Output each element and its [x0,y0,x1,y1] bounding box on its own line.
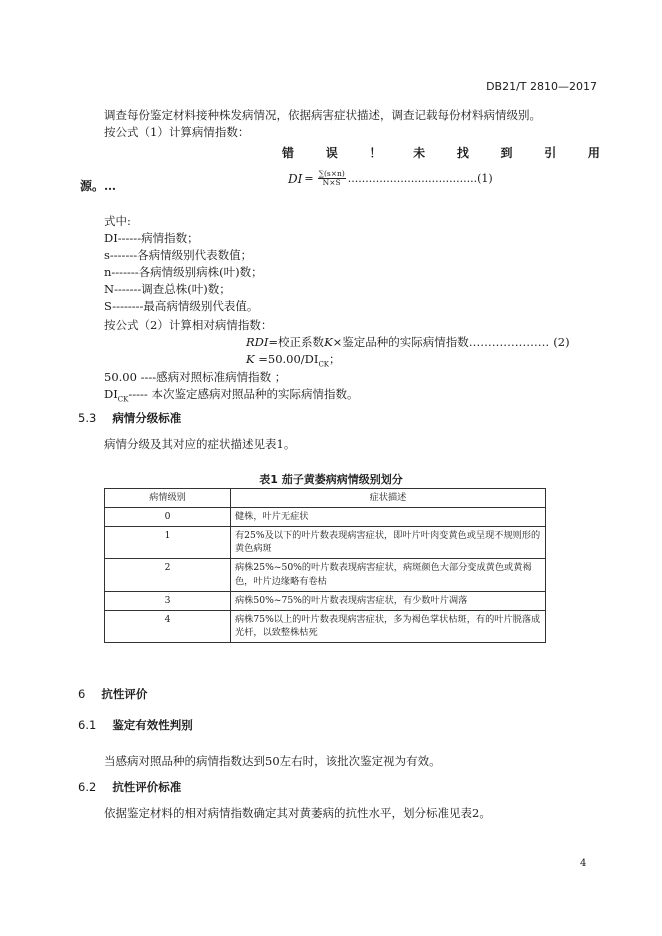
definition-subscript: CK [117,395,129,404]
section-number: 5.3 [78,411,97,425]
symptom-cell: 病株75%以上的叶片数表现病害症状，多为褐色掌状枯斑，有的叶片脱落成光杆，以致整株枯死 [231,610,546,643]
section-number: 6 [78,687,86,701]
document-code: DB21/T 2810—2017 [486,80,597,93]
table-row [105,610,546,643]
section-heading [78,410,181,426]
reference-error [282,144,600,161]
symptom-cell: 病株50%~75%的叶片数表现病害症状，有少数叶片凋落 [231,591,546,610]
symptom-cell: 有25%及以下的叶片数表现病害症状，即叶片叶肉变黄色或呈现不规则形的黄色病斑 [231,526,546,559]
section-title: 抗性评价 [101,687,148,701]
definition-item: n-------各病情级别病株(叶)数； [104,265,263,279]
section-title: 抗性评价标准 [112,780,182,794]
paragraph-table-ref: 病情分级及其对应的症状描述见表1。 [104,437,296,451]
paragraph-validity: 当感病对照品种的病情指数达到50左右时，该批次鉴定视为有效。 [104,754,441,768]
formula-1 [288,170,493,188]
formula-number: (1) [477,172,493,186]
definition-item [104,386,358,403]
definition-item: 50.00 ----感病对照标准病情指数 ； [104,370,287,384]
grade-cell: 0 [105,507,231,526]
formula-rdi: RDI [246,335,269,349]
error-char: 误 [325,146,338,160]
error-char: 用 [587,146,600,160]
definition-text: ----- 本次鉴定感病对照品种的实际病情指数。 [128,387,359,401]
grade-cell: 1 [105,526,231,559]
formula-subscript: CK [318,360,330,369]
error-char: ！ [369,146,382,160]
symptom-cell: 健株，叶片无症状 [231,507,546,526]
formula-text: ×鉴定品种的实际病情指数 [332,335,469,349]
definition-term: DI [104,387,118,401]
formula-number: (2) [553,335,570,349]
definition-item: N-------调查总株(叶)数； [104,282,231,296]
formula-numerator: ∑(s×n) [318,169,345,178]
definition-item: s-------各病情级别代表数值； [104,248,253,262]
formula-2 [246,334,570,350]
table-row [105,526,546,559]
table-title: 表1 茄子黄萎病病情级别划分 [259,473,403,486]
formula-k: K [246,352,255,366]
where-label: 式中: [104,214,131,228]
error-char: 找 [456,146,469,160]
page-number: 4 [580,858,587,869]
formula-dots: ..................................... [347,172,478,186]
section-title: 病情分级标准 [112,411,182,425]
formula-text: ； [329,352,341,366]
formula-lhs: DI [288,171,303,186]
table-row [105,507,546,526]
formula-3 [246,351,341,368]
section-number: 6.2 [78,780,97,794]
table-header: 病情级别 [105,489,231,508]
table-header: 症状描述 [231,489,546,508]
reference-error-source: 源。… [80,179,117,193]
grade-cell: 4 [105,610,231,643]
table-row [105,591,546,610]
error-char: 未 [413,146,426,160]
formula-k: K [324,335,333,349]
formula-dots: ………………… [468,335,550,349]
symptom-cell: 病株25%~50%的叶片数表现病害症状，病斑颜色大部分变成黄色或黄褐色，叶片边缘略有卷枯 [231,559,546,592]
error-char: 到 [500,146,513,160]
error-char: 引 [544,146,557,160]
grade-cell: 3 [105,591,231,610]
table-row [105,559,546,592]
formula-text: =50.00/DI [254,352,319,366]
error-char: 错 [282,146,295,160]
definition-item: DI------病情指数； [104,231,199,245]
formula-denominator: N×S [322,178,341,188]
paragraph-evaluation: 依据鉴定材料的相对病情指数确定其对黄萎病的抗性水平，划分标准见表2。 [104,806,491,820]
table-header-row [105,489,546,508]
disease-grade-table [104,488,546,643]
section-heading [78,779,181,795]
formula-eq: = [304,172,314,186]
formula-fraction [318,170,346,188]
section-heading [78,717,193,733]
paragraph-formula2-intro: 按公式（2）计算相对病情指数： [104,318,273,332]
section-number: 6.1 [78,718,97,732]
formula-text: =校正系数 [268,335,325,349]
definition-item: S--------最高病情级别代表值。 [104,299,259,313]
grade-cell: 2 [105,559,231,592]
section-heading [78,686,147,702]
section-title: 鉴定有效性判别 [112,718,193,732]
paragraph-formula1-intro: 按公式（1）计算病情指数： [104,125,250,139]
paragraph-survey: 调查每份鉴定材料接种株发病情况，依据病害症状描述，调查记载每份材料病情级别。 [104,108,541,122]
